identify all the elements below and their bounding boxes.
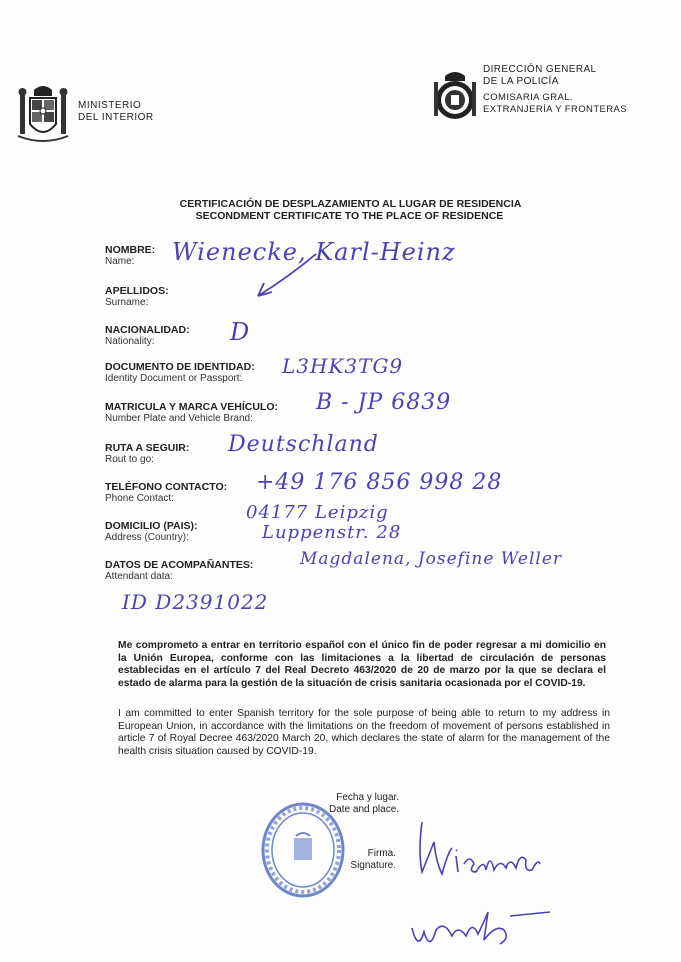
ministry-line-2: DEL INTERIOR: [78, 112, 154, 123]
field-identity-label-es: DOCUMENTO DE IDENTIDAD:: [105, 361, 255, 373]
field-name: [105, 244, 155, 268]
title-es: CERTIFICACIÓN DE DESPLAZAMIENTO AL LUGAR DE RESIDENCIA: [179, 198, 522, 210]
field-attendants-value: Magdalena, Josefine Weller: [300, 549, 563, 569]
field-attendants-label-es: DATOS DE ACOMPAÑANTES:: [105, 559, 254, 571]
field-address-value-line-2: Luppenstr. 28: [262, 522, 402, 543]
handwritten-arrow-icon: [250, 248, 330, 308]
ministry-line-1: MINISTERIO: [78, 100, 142, 111]
field-nationality-label-es: NACIONALIDAD:: [105, 324, 190, 336]
field-phone: [105, 481, 227, 505]
field-phone-value: +49 176 856 998 28: [256, 470, 503, 495]
statement-spanish: Me comprometo a entrar en territorio español con el único fin de poder regresar a mi domicilio en la Unión Europea, conforme con las limitaciones a la libertad de circulación de personas establecidas en el artículo 7 del Real Decreto 463/2020 de 20 de marzo por la que se declara el estado de alarma para la gestión de la situación de crisis sanitaria ocasionada por el COVID-19.: [118, 640, 606, 689]
field-nationality-label-en: Nationality:: [105, 336, 155, 347]
field-route-value: Deutschland: [228, 432, 379, 457]
field-nationality-value: D: [230, 318, 251, 346]
directorate-label: [483, 64, 627, 116]
field-phone-label-es: TELÉFONO CONTACTO:: [105, 481, 228, 493]
dg-sub-line-2: EXTRANJERÍA Y FRONTERAS: [483, 104, 627, 115]
date-label-es: Fecha y lugar.: [336, 792, 400, 803]
field-surname: [105, 285, 169, 309]
dg-line-1: DIRECCIÓN GENERAL: [483, 64, 597, 75]
field-route: [105, 442, 189, 466]
field-vehicle-value: B - JP 6839: [316, 390, 452, 415]
police-badge-icon: [432, 70, 478, 122]
field-vehicle: [105, 401, 278, 425]
field-vehicle-label-en: Number Plate and Vehicle Brand:: [105, 413, 253, 424]
dg-line-2: DE LA POLICÍA: [483, 76, 559, 87]
field-name-label-es: NOMBRE:: [105, 244, 156, 256]
ministry-label: [78, 100, 154, 124]
title-en: SECONDMENT CERTIFICATE TO THE PLACE OF RESIDENCE: [195, 210, 504, 222]
field-identity-label-en: Identity Document or Passport:: [105, 373, 243, 384]
field-address-value-line-1: 04177 Leipzig: [246, 502, 389, 523]
field-identity-document: [105, 361, 255, 385]
field-phone-label-en: Phone Contact:: [105, 493, 174, 504]
handwritten-signature: [400, 812, 580, 962]
dg-sub-line-1: COMISARIA GRAL.: [483, 92, 573, 103]
signature-label-es: Firma.: [367, 848, 396, 859]
field-attendants-label-en: Attendant data:: [105, 571, 173, 582]
field-address: [105, 520, 198, 544]
field-nationality: [105, 324, 190, 348]
field-route-label-es: RUTA A SEGUIR:: [105, 442, 190, 454]
field-vehicle-label-es: MATRICULA Y MARCA VEHÍCULO:: [105, 401, 279, 413]
document-title: [0, 198, 681, 222]
field-route-label-en: Rout to go:: [105, 454, 154, 465]
field-surname-label-es: APELLIDOS:: [105, 285, 169, 297]
signature-label: [330, 848, 396, 872]
signature-label-en: Signature.: [350, 860, 396, 871]
field-address-label-es: DOMICILIO (PAIS):: [105, 520, 198, 532]
spain-coat-of-arms-icon: [14, 84, 72, 150]
field-identity-value: L3HK3TG9: [282, 354, 404, 378]
field-attendants: [105, 559, 253, 583]
field-surname-label-en: Surname:: [105, 297, 149, 308]
date-label-en: Date and place.: [329, 804, 400, 815]
statement-english: I am committed to enter Spanish territory for the sole purpose of being able to return to my address in European Union, in accordance with the limitations on the freedom of movement of persons established in article 7 of Royal Decree 463/2020 March 20, which declares the state of alarm for the management of the health crisis situation caused by COVID-19.: [118, 708, 610, 757]
field-name-label-en: Name:: [105, 256, 135, 267]
field-attendants-id-value: ID D2391022: [122, 590, 269, 614]
field-address-label-en: Address (Country):: [105, 532, 189, 543]
field-name-value: Wienecke, Karl-Heinz: [172, 238, 456, 266]
